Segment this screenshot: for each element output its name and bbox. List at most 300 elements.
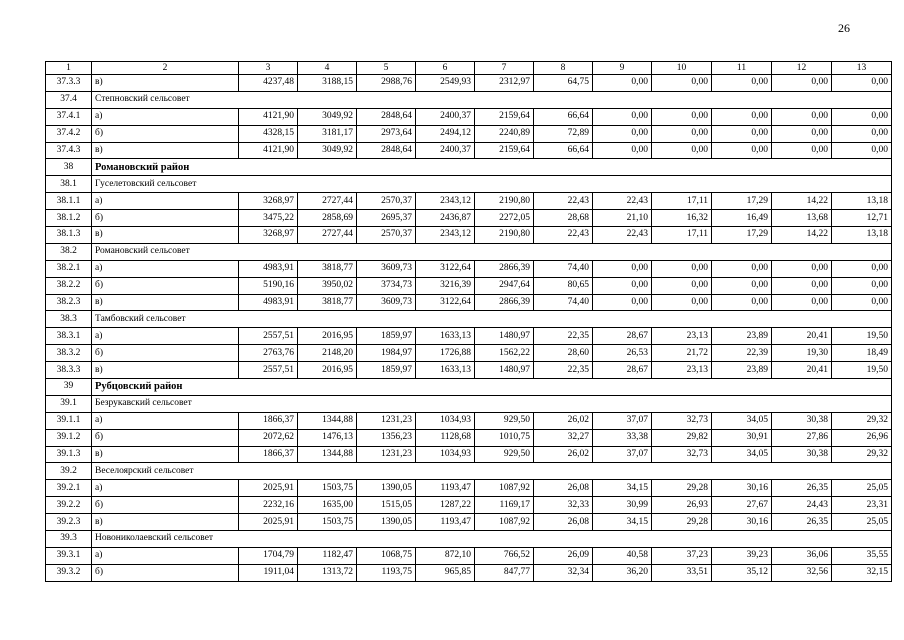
value-cell: 1476,13 [298, 429, 357, 446]
value-cell: 0,00 [832, 108, 892, 125]
row-code: 38.1.1 [46, 193, 92, 210]
value-cell: 26,08 [534, 480, 593, 497]
value-cell: 1182,47 [298, 547, 357, 564]
value-cell: 64,75 [534, 75, 593, 92]
value-cell: 2763,76 [239, 345, 298, 362]
column-number: 6 [416, 62, 475, 75]
row-code: 37.4.2 [46, 125, 92, 142]
row-code: 39.3 [46, 531, 92, 548]
section-title: Тамбовский сельсовет [92, 311, 892, 328]
value-cell: 2866,39 [475, 294, 534, 311]
row-variant: б) [92, 345, 239, 362]
column-number: 5 [357, 62, 416, 75]
value-cell: 0,00 [712, 260, 772, 277]
value-cell: 1087,92 [475, 514, 534, 531]
table-row [46, 294, 892, 311]
value-cell: 16,49 [712, 210, 772, 227]
value-cell: 2494,12 [416, 125, 475, 142]
value-cell: 929,50 [475, 446, 534, 463]
section-title: Новониколаевский сельсовет [92, 531, 892, 548]
row-variant: б) [92, 429, 239, 446]
table-row [46, 108, 892, 125]
value-cell: 2312,97 [475, 75, 534, 92]
value-cell: 22,35 [534, 328, 593, 345]
value-cell: 17,29 [712, 193, 772, 210]
value-cell: 0,00 [712, 142, 772, 159]
value-cell: 0,00 [832, 294, 892, 311]
value-cell: 1128,68 [416, 429, 475, 446]
value-cell: 0,00 [772, 125, 832, 142]
value-cell: 2947,64 [475, 277, 534, 294]
value-cell: 2695,37 [357, 210, 416, 227]
column-number: 1 [46, 62, 92, 75]
value-cell: 34,05 [712, 412, 772, 429]
row-code: 38.2 [46, 243, 92, 260]
value-cell: 13,18 [832, 227, 892, 244]
value-cell: 0,00 [652, 108, 712, 125]
value-cell: 23,13 [652, 328, 712, 345]
column-number: 12 [772, 62, 832, 75]
value-cell: 2436,87 [416, 210, 475, 227]
value-cell: 66,64 [534, 108, 593, 125]
value-cell: 2727,44 [298, 193, 357, 210]
value-cell: 34,05 [712, 446, 772, 463]
row-code: 38.2.2 [46, 277, 92, 294]
value-cell: 26,53 [593, 345, 652, 362]
value-cell: 34,15 [593, 480, 652, 497]
column-number: 13 [832, 62, 892, 75]
section-title: Степновский сельсовет [92, 91, 892, 108]
value-cell: 1726,88 [416, 345, 475, 362]
row-variant: а) [92, 328, 239, 345]
row-code: 38.2.3 [46, 294, 92, 311]
value-cell: 1193,75 [357, 564, 416, 581]
row-variant: в) [92, 362, 239, 379]
table-row [46, 547, 892, 564]
row-code: 39.1 [46, 395, 92, 412]
row-variant: а) [92, 412, 239, 429]
row-variant: в) [92, 75, 239, 92]
table-row [46, 328, 892, 345]
value-cell: 32,27 [534, 429, 593, 446]
value-cell: 2400,37 [416, 108, 475, 125]
value-cell: 0,00 [832, 125, 892, 142]
value-cell: 32,15 [832, 564, 892, 581]
column-number: 3 [239, 62, 298, 75]
value-cell: 1344,88 [298, 412, 357, 429]
value-cell: 1313,72 [298, 564, 357, 581]
table-row [46, 429, 892, 446]
value-cell: 22,43 [534, 227, 593, 244]
value-cell: 4983,91 [239, 260, 298, 277]
value-cell: 2848,64 [357, 142, 416, 159]
value-cell: 21,10 [593, 210, 652, 227]
value-cell: 3216,39 [416, 277, 475, 294]
value-cell: 2866,39 [475, 260, 534, 277]
value-cell: 0,00 [832, 75, 892, 92]
row-code: 38.1.2 [46, 210, 92, 227]
section-title: Романовский сельсовет [92, 243, 892, 260]
table-row [46, 446, 892, 463]
value-cell: 32,56 [772, 564, 832, 581]
section-heading-row [46, 176, 892, 193]
value-cell: 80,65 [534, 277, 593, 294]
value-cell: 0,00 [593, 260, 652, 277]
value-cell: 22,43 [534, 193, 593, 210]
value-cell: 16,32 [652, 210, 712, 227]
table-row [46, 277, 892, 294]
value-cell: 1866,37 [239, 446, 298, 463]
table-row [46, 497, 892, 514]
value-cell: 1515,05 [357, 497, 416, 514]
value-cell: 2025,91 [239, 480, 298, 497]
value-cell: 3268,97 [239, 193, 298, 210]
value-cell: 2858,69 [298, 210, 357, 227]
value-cell: 22,43 [593, 227, 652, 244]
value-cell: 35,55 [832, 547, 892, 564]
value-cell: 1633,13 [416, 362, 475, 379]
value-cell: 26,35 [772, 514, 832, 531]
value-cell: 1034,93 [416, 446, 475, 463]
value-cell: 2159,64 [475, 108, 534, 125]
column-number: 11 [712, 62, 772, 75]
table-row [46, 412, 892, 429]
value-cell: 40,58 [593, 547, 652, 564]
value-cell: 2190,80 [475, 193, 534, 210]
table-row [46, 480, 892, 497]
row-code: 38.3.2 [46, 345, 92, 362]
value-cell: 3475,22 [239, 210, 298, 227]
value-cell: 1704,79 [239, 547, 298, 564]
value-cell: 872,10 [416, 547, 475, 564]
value-cell: 66,64 [534, 142, 593, 159]
value-cell: 0,00 [652, 125, 712, 142]
page-number: 26 [838, 21, 850, 35]
value-cell: 1984,97 [357, 345, 416, 362]
row-variant: а) [92, 260, 239, 277]
value-cell: 0,00 [712, 277, 772, 294]
value-cell: 3818,77 [298, 260, 357, 277]
value-cell: 1231,23 [357, 446, 416, 463]
value-cell: 30,91 [712, 429, 772, 446]
value-cell: 36,20 [593, 564, 652, 581]
value-cell: 1911,04 [239, 564, 298, 581]
value-cell: 0,00 [772, 108, 832, 125]
row-code: 39.2.1 [46, 480, 92, 497]
value-cell: 4121,90 [239, 108, 298, 125]
value-cell: 2016,95 [298, 362, 357, 379]
column-number: 4 [298, 62, 357, 75]
value-cell: 1859,97 [357, 362, 416, 379]
value-cell: 26,93 [652, 497, 712, 514]
value-cell: 17,11 [652, 227, 712, 244]
value-cell: 30,38 [772, 412, 832, 429]
value-cell: 74,40 [534, 294, 593, 311]
value-cell: 4237,48 [239, 75, 298, 92]
value-cell: 1287,22 [416, 497, 475, 514]
value-cell: 2343,12 [416, 227, 475, 244]
value-cell: 0,00 [712, 108, 772, 125]
value-cell: 3122,64 [416, 294, 475, 311]
column-number: 8 [534, 62, 593, 75]
value-cell: 0,00 [772, 277, 832, 294]
value-cell: 3122,64 [416, 260, 475, 277]
value-cell: 33,51 [652, 564, 712, 581]
section-title: Безрукавский сельсовет [92, 395, 892, 412]
value-cell: 2973,64 [357, 125, 416, 142]
section-heading-row [46, 91, 892, 108]
value-cell: 4121,90 [239, 142, 298, 159]
value-cell: 13,18 [832, 193, 892, 210]
column-number: 2 [92, 62, 239, 75]
value-cell: 1633,13 [416, 328, 475, 345]
value-cell: 1635,00 [298, 497, 357, 514]
value-cell: 29,32 [832, 446, 892, 463]
value-cell: 0,00 [832, 260, 892, 277]
value-cell: 39,23 [712, 547, 772, 564]
value-cell: 0,00 [593, 75, 652, 92]
value-cell: 2848,64 [357, 108, 416, 125]
value-cell: 12,71 [832, 210, 892, 227]
value-cell: 766,52 [475, 547, 534, 564]
table-row [46, 142, 892, 159]
row-variant: б) [92, 125, 239, 142]
value-cell: 2148,20 [298, 345, 357, 362]
value-cell: 22,43 [593, 193, 652, 210]
row-code: 38.1.3 [46, 227, 92, 244]
table-row [46, 362, 892, 379]
district-title: Рубцовский район [92, 379, 892, 396]
value-cell: 2240,89 [475, 125, 534, 142]
row-variant: в) [92, 446, 239, 463]
value-cell: 4328,15 [239, 125, 298, 142]
row-variant: б) [92, 210, 239, 227]
value-cell: 1087,92 [475, 480, 534, 497]
value-cell: 0,00 [652, 260, 712, 277]
row-code: 39.1.2 [46, 429, 92, 446]
value-cell: 25,05 [832, 480, 892, 497]
value-cell: 28,60 [534, 345, 593, 362]
value-cell: 28,67 [593, 362, 652, 379]
value-cell: 3609,73 [357, 294, 416, 311]
value-cell: 37,07 [593, 412, 652, 429]
value-cell: 23,89 [712, 362, 772, 379]
section-title: Веселоярский сельсовет [92, 463, 892, 480]
row-code: 37.3.3 [46, 75, 92, 92]
table-body [46, 75, 892, 582]
value-cell: 27,67 [712, 497, 772, 514]
value-cell: 17,11 [652, 193, 712, 210]
table-row [46, 210, 892, 227]
row-variant: б) [92, 497, 239, 514]
value-cell: 14,22 [772, 227, 832, 244]
row-code: 39 [46, 379, 92, 396]
value-cell: 2072,62 [239, 429, 298, 446]
row-code: 38.1 [46, 176, 92, 193]
value-cell: 1390,05 [357, 514, 416, 531]
value-cell: 847,77 [475, 564, 534, 581]
value-cell: 0,00 [832, 142, 892, 159]
row-variant: а) [92, 480, 239, 497]
value-cell: 0,00 [593, 108, 652, 125]
section-heading-row [46, 395, 892, 412]
value-cell: 26,09 [534, 547, 593, 564]
row-code: 39.1.3 [46, 446, 92, 463]
row-code: 39.2.3 [46, 514, 92, 531]
value-cell: 3181,17 [298, 125, 357, 142]
value-cell: 22,39 [712, 345, 772, 362]
row-code: 38.3.3 [46, 362, 92, 379]
value-cell: 2570,37 [357, 193, 416, 210]
value-cell: 0,00 [772, 142, 832, 159]
value-cell: 26,02 [534, 412, 593, 429]
value-cell: 37,23 [652, 547, 712, 564]
value-cell: 1034,93 [416, 412, 475, 429]
value-cell: 32,73 [652, 446, 712, 463]
value-cell: 0,00 [593, 294, 652, 311]
value-cell: 0,00 [712, 75, 772, 92]
value-cell: 35,12 [712, 564, 772, 581]
row-code: 38.3.1 [46, 328, 92, 345]
row-variant: в) [92, 514, 239, 531]
value-cell: 1010,75 [475, 429, 534, 446]
row-variant: а) [92, 193, 239, 210]
value-cell: 26,35 [772, 480, 832, 497]
tariff-table [45, 61, 892, 582]
value-cell: 34,15 [593, 514, 652, 531]
value-cell: 23,13 [652, 362, 712, 379]
value-cell: 21,72 [652, 345, 712, 362]
value-cell: 1231,23 [357, 412, 416, 429]
value-cell: 26,08 [534, 514, 593, 531]
value-cell: 3818,77 [298, 294, 357, 311]
table-row [46, 227, 892, 244]
section-heading-row [46, 531, 892, 548]
column-number-row [46, 62, 892, 75]
value-cell: 1193,47 [416, 480, 475, 497]
section-title: Гуселетовский сельсовет [92, 176, 892, 193]
value-cell: 2232,16 [239, 497, 298, 514]
table-row [46, 260, 892, 277]
row-variant: в) [92, 142, 239, 159]
row-code: 37.4 [46, 91, 92, 108]
section-heading-row [46, 311, 892, 328]
value-cell: 14,22 [772, 193, 832, 210]
value-cell: 1480,97 [475, 362, 534, 379]
value-cell: 3049,92 [298, 108, 357, 125]
column-number: 9 [593, 62, 652, 75]
value-cell: 13,68 [772, 210, 832, 227]
value-cell: 4983,91 [239, 294, 298, 311]
value-cell: 20,41 [772, 362, 832, 379]
column-number: 10 [652, 62, 712, 75]
value-cell: 24,43 [772, 497, 832, 514]
value-cell: 23,89 [712, 328, 772, 345]
value-cell: 1356,23 [357, 429, 416, 446]
value-cell: 72,89 [534, 125, 593, 142]
row-variant: б) [92, 564, 239, 581]
value-cell: 965,85 [416, 564, 475, 581]
value-cell: 0,00 [772, 294, 832, 311]
value-cell: 3950,02 [298, 277, 357, 294]
value-cell: 17,29 [712, 227, 772, 244]
table-row [46, 514, 892, 531]
value-cell: 27,86 [772, 429, 832, 446]
value-cell: 5190,16 [239, 277, 298, 294]
value-cell: 29,28 [652, 514, 712, 531]
row-variant: б) [92, 277, 239, 294]
value-cell: 1859,97 [357, 328, 416, 345]
column-number: 7 [475, 62, 534, 75]
row-code: 38 [46, 159, 92, 176]
value-cell: 22,35 [534, 362, 593, 379]
table-row [46, 345, 892, 362]
value-cell: 2557,51 [239, 328, 298, 345]
value-cell: 2272,05 [475, 210, 534, 227]
value-cell: 1480,97 [475, 328, 534, 345]
value-cell: 3049,92 [298, 142, 357, 159]
table-row [46, 193, 892, 210]
value-cell: 2549,93 [416, 75, 475, 92]
value-cell: 2727,44 [298, 227, 357, 244]
section-heading-row [46, 463, 892, 480]
row-code: 39.1.1 [46, 412, 92, 429]
value-cell: 1068,75 [357, 547, 416, 564]
table-row [46, 564, 892, 581]
value-cell: 2343,12 [416, 193, 475, 210]
row-code: 39.3.2 [46, 564, 92, 581]
value-cell: 1503,75 [298, 514, 357, 531]
row-variant: а) [92, 108, 239, 125]
row-code: 37.4.1 [46, 108, 92, 125]
row-variant: а) [92, 547, 239, 564]
value-cell: 74,40 [534, 260, 593, 277]
value-cell: 0,00 [593, 125, 652, 142]
value-cell: 26,02 [534, 446, 593, 463]
row-code: 38.2.1 [46, 260, 92, 277]
value-cell: 2570,37 [357, 227, 416, 244]
value-cell: 1562,22 [475, 345, 534, 362]
value-cell: 3734,73 [357, 277, 416, 294]
value-cell: 1390,05 [357, 480, 416, 497]
value-cell: 2016,95 [298, 328, 357, 345]
district-heading-row [46, 379, 892, 396]
value-cell: 0,00 [652, 75, 712, 92]
row-code: 37.4.3 [46, 142, 92, 159]
value-cell: 29,28 [652, 480, 712, 497]
value-cell: 19,30 [772, 345, 832, 362]
row-code: 39.2.2 [46, 497, 92, 514]
value-cell: 0,00 [772, 75, 832, 92]
value-cell: 0,00 [712, 294, 772, 311]
value-cell: 33,38 [593, 429, 652, 446]
row-code: 39.3.1 [46, 547, 92, 564]
district-heading-row [46, 159, 892, 176]
value-cell: 2400,37 [416, 142, 475, 159]
table-row [46, 125, 892, 142]
value-cell: 0,00 [772, 260, 832, 277]
value-cell: 2190,80 [475, 227, 534, 244]
value-cell: 32,33 [534, 497, 593, 514]
value-cell: 28,67 [593, 328, 652, 345]
value-cell: 26,96 [832, 429, 892, 446]
value-cell: 1503,75 [298, 480, 357, 497]
value-cell: 19,50 [832, 328, 892, 345]
value-cell: 37,07 [593, 446, 652, 463]
value-cell: 0,00 [652, 277, 712, 294]
value-cell: 929,50 [475, 412, 534, 429]
value-cell: 0,00 [593, 142, 652, 159]
